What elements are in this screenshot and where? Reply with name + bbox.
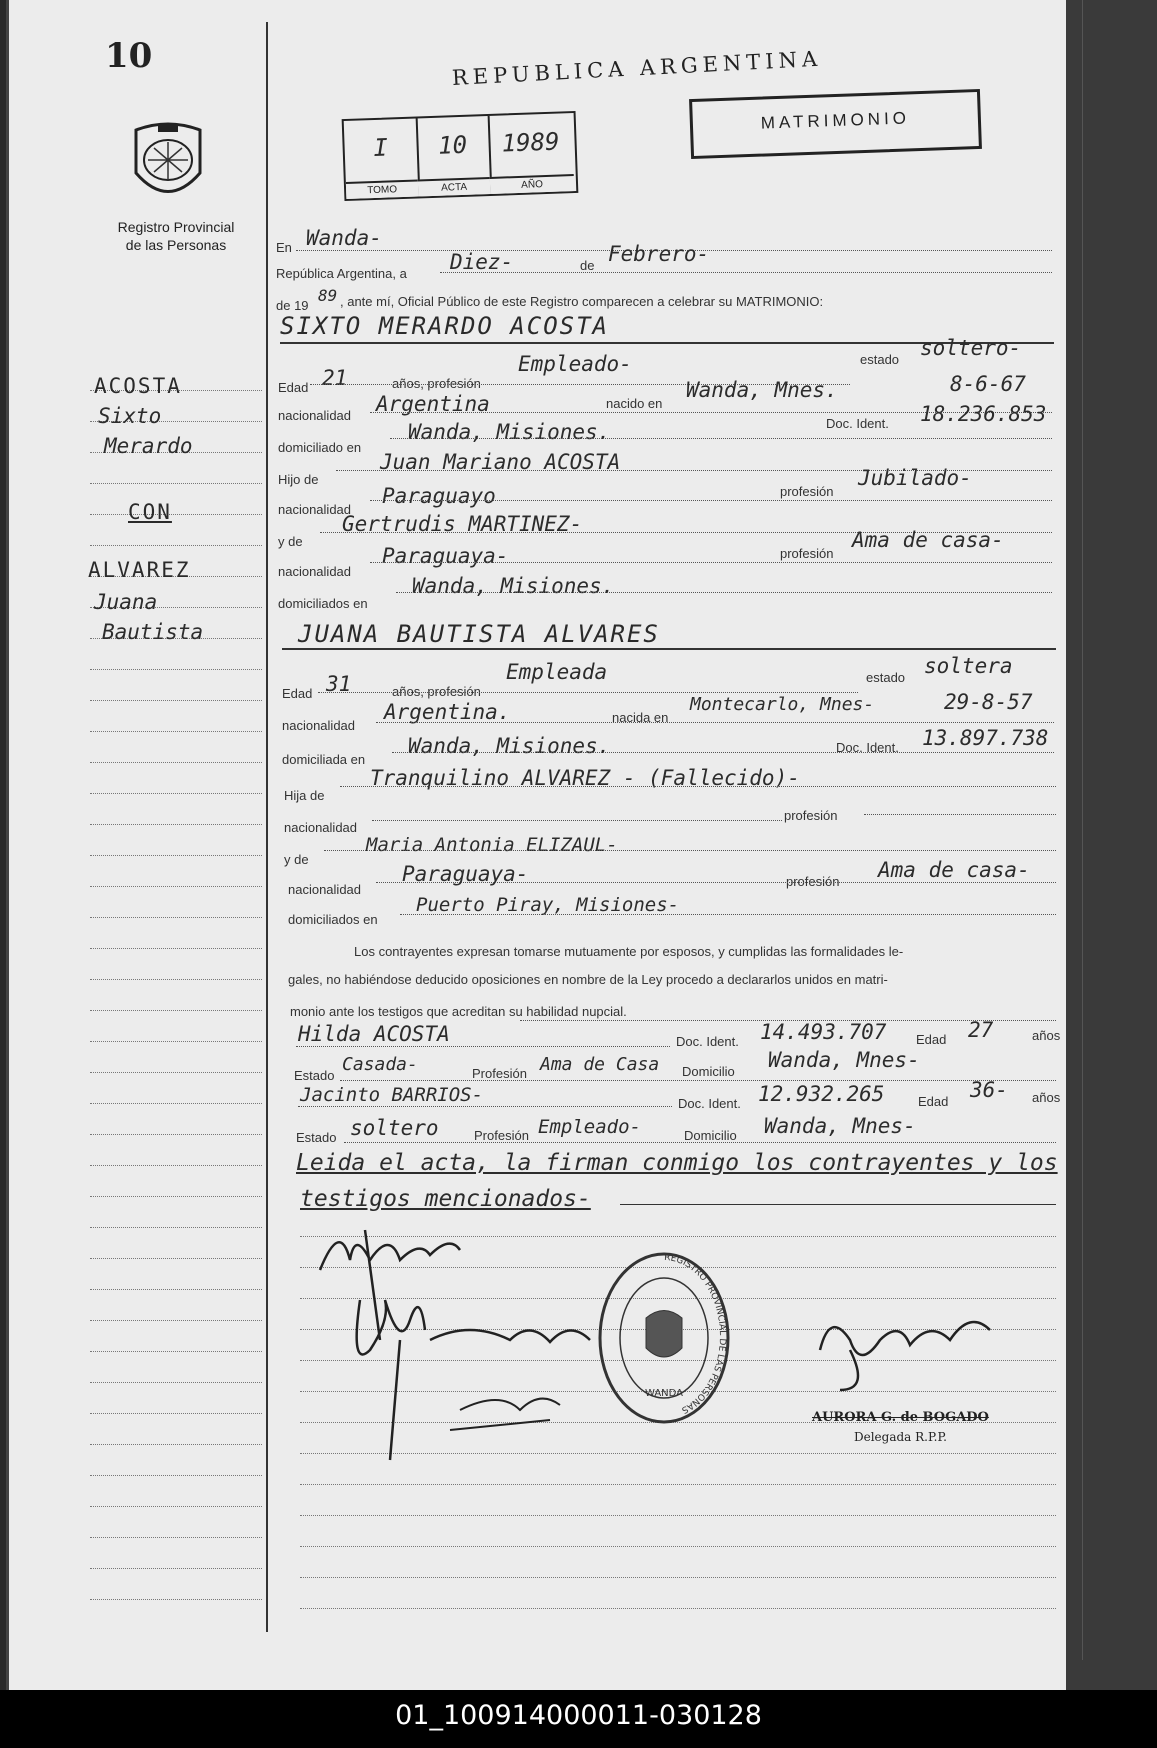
act-type-label: MATRIMONIO: [760, 108, 911, 133]
bride-father-label: Hija de: [284, 788, 325, 803]
bride-name: JUANA BAUTISTA ALVARES: [298, 620, 660, 648]
groom-birthplace: Wanda, Mnes.: [686, 378, 838, 402]
body-ruled-line: [300, 1515, 1056, 1516]
witness-2-doc: 12.932.265: [758, 1082, 885, 1106]
margin-ruled-line: [90, 700, 262, 701]
bride-parents-domicile: Puerto Piray, Misiones-: [416, 894, 680, 916]
witness-2-name-line: [298, 1106, 672, 1107]
witness-1-age: 27: [968, 1018, 994, 1042]
margin-ruled-line: [90, 1599, 262, 1600]
bride-father: Tranquilino ALVAREZ - (Fallecido)-: [370, 766, 800, 790]
witness-2-anos-label: años: [1032, 1090, 1061, 1105]
bride-mother-label: y de: [284, 852, 309, 867]
bride-status-label: estado: [866, 670, 906, 685]
margin-ruled-line: [90, 1320, 262, 1321]
witness-2-age-label: Edad: [918, 1094, 949, 1109]
groom-doc: 18.236.853: [920, 402, 1047, 426]
witness-1-domicile: Wanda, Mnes-: [768, 1048, 920, 1072]
ano-value: 1989: [501, 127, 560, 158]
groom-domicile: Wanda, Misiones.: [408, 420, 611, 444]
bride-name-rule: [282, 648, 1056, 650]
margin-ruled-line: [90, 1041, 262, 1042]
witness-1-status-label: Estado: [294, 1068, 335, 1083]
margin-ruled-line: [90, 1010, 262, 1011]
official-stamp-icon: [596, 1248, 732, 1428]
bride-mother-profession: Ama de casa-: [878, 858, 1030, 882]
margin-ruled-line: [90, 1196, 262, 1197]
groom-father-label: Hijo de: [278, 472, 319, 487]
groom-mother-profession-label: profesión: [780, 546, 834, 561]
groom-mother-profession: Ama de casa-: [852, 528, 1004, 552]
bride-status: soltera: [924, 654, 1013, 678]
margin-ruled-line: [90, 1506, 262, 1507]
witness-1-name-line: [296, 1046, 670, 1047]
bride-profession: Empleada: [506, 660, 608, 684]
margin-ruled-line: [90, 1568, 262, 1569]
witness-2-status: soltero: [350, 1116, 439, 1140]
bride-parents-domicile-label: domiciliados en: [288, 912, 378, 927]
margin-ruled-line: [90, 886, 262, 887]
margin-bride-given-1: Juana: [94, 590, 158, 614]
bride-age-label: Edad: [282, 686, 313, 701]
margin-connector: CON: [128, 500, 172, 524]
closing-note-line-2: testigos mencionados-: [300, 1186, 591, 1212]
year-suffix: 89: [318, 286, 338, 305]
margin-ruled-line: [90, 1134, 262, 1135]
margin-ruled-line: [90, 1227, 262, 1228]
bride-mother-nat-line: [376, 882, 1056, 883]
witness-1-status-line: [340, 1080, 1056, 1081]
margin-ruled-line: [90, 979, 262, 980]
margin-ruled-line: [90, 1413, 262, 1414]
groom-nationality: Argentina: [376, 392, 490, 416]
book-spine-edge: [1066, 0, 1157, 1690]
bride-father-profession-label: profesión: [784, 808, 838, 823]
acta-value: 10: [437, 130, 468, 160]
margin-groom-given-2: Merardo: [104, 434, 193, 458]
bride-domicile-line: [392, 752, 1054, 753]
bride-domicile: Wanda, Misiones.: [408, 734, 611, 758]
groom-father-nationality: Paraguayo: [382, 484, 496, 508]
bride-doc: 13.897.738: [922, 726, 1049, 750]
bride-birthdate: 29-8-57: [944, 690, 1033, 714]
margin-ruled-line: [90, 545, 262, 546]
ano-label: AÑO: [490, 174, 575, 194]
margin-groom-given-1: Sixto: [98, 404, 162, 428]
closing-note-line-1: Leida el acta, la firman conmigo los contrayentes y los: [296, 1150, 1058, 1176]
witness-2-name: Jacinto BARRIOS-: [300, 1084, 484, 1106]
margin-ruled-line: [90, 514, 262, 515]
year-prefix: de 19: [276, 298, 309, 313]
page-number: 10: [105, 36, 153, 76]
groom-mother-nationality-label: nacionalidad: [278, 564, 352, 579]
groom-parents-domicile-label: domiciliados en: [278, 596, 368, 611]
tomo-label: TOMO: [346, 179, 419, 199]
date-dotted-line: [440, 272, 1052, 273]
groom-father-profession: Jubilado-: [858, 466, 972, 490]
registry-seal-icon: [128, 118, 208, 208]
groom-domicile-label: domiciliado en: [278, 440, 362, 455]
witness-2-status-label: Estado: [296, 1130, 337, 1145]
act-type-box: [689, 89, 982, 159]
groom-status-label: estado: [860, 352, 900, 367]
intro-de-label: de: [580, 258, 595, 273]
bride-age: 31: [326, 672, 352, 696]
stamp-place-text: WANDA: [644, 1388, 684, 1399]
witness-2-doc-label: Doc. Ident.: [678, 1096, 741, 1111]
witness-2-domicile-label: Domicilio: [684, 1128, 737, 1143]
bride-birthplace: Montecarlo, Mnes-: [690, 694, 875, 715]
closing-rule: [620, 1204, 1056, 1205]
body-ruled-line: [300, 1608, 1056, 1609]
bride-nationality-label: nacionalidad: [282, 718, 356, 733]
margin-ruled-line: [90, 1072, 262, 1073]
witness-2-profession-label: Profesión: [474, 1128, 529, 1143]
registry-line-2: de las Personas: [125, 237, 227, 253]
witness-1-doc: 14.493.707: [760, 1020, 887, 1044]
witness-1-doc-label: Doc. Ident.: [676, 1034, 739, 1049]
groom-parents-domicile: Wanda, Misiones.: [412, 574, 615, 598]
intro-place: Wanda-: [306, 226, 382, 250]
witness-2-domicile: Wanda, Mnes-: [764, 1114, 916, 1138]
bride-mother: Maria Antonia ELIZAUL-: [366, 834, 618, 856]
registry-name: [96, 218, 256, 254]
bride-parents-domicile-line: [400, 914, 1056, 915]
registrar-name: AURORA G. de BOGADO: [812, 1410, 989, 1425]
groom-age: 21: [322, 366, 348, 390]
signature-registrar-icon: [810, 1300, 1010, 1400]
acta-cell: [416, 116, 493, 197]
margin-groom-surname: ACOSTA: [94, 374, 182, 398]
groom-father-nationality-label: nacionalidad: [278, 502, 352, 517]
groom-name: SIXTO MERARDO ACOSTA: [280, 312, 609, 340]
bride-mother-profession-label: profesión: [786, 874, 840, 889]
acta-label: ACTA: [418, 177, 491, 197]
tomo-value: I: [372, 133, 389, 163]
witness-2-status-line: [344, 1142, 1056, 1143]
margin-ruled-line: [90, 1537, 262, 1538]
registrar-title: Delegada R.P.P.: [854, 1430, 947, 1444]
file-identifier: 01_100914000011-030128: [395, 1700, 762, 1731]
bride-mother-nationality: Paraguaya-: [402, 862, 529, 886]
bride-father-line: [340, 786, 1056, 787]
margin-ruled-line: [90, 855, 262, 856]
margin-ruled-line: [90, 1258, 262, 1259]
margin-ruled-line: [90, 824, 262, 825]
groom-mother-label: y de: [278, 534, 303, 549]
bride-domicile-label: domiciliada en: [282, 752, 366, 767]
bride-birthplace-label: nacida en: [612, 710, 669, 725]
bride-mother-line: [324, 850, 1056, 851]
witness-2-age: 36-: [970, 1078, 1008, 1102]
declaration-line-2: gales, no habiéndose deducido oposiciones en nombre de la Ley procedo a declararlos unidos en matri-: [288, 972, 888, 987]
bride-age-line: [318, 692, 858, 693]
groom-mother: Gertrudis MARTINEZ-: [342, 512, 583, 536]
margin-ruled-line: [90, 793, 262, 794]
margin-column-rule: [266, 22, 268, 1632]
tomo-acta-box: [342, 111, 579, 201]
en-label: En: [276, 240, 292, 255]
margin-ruled-line: [90, 669, 262, 670]
tomo-cell: [344, 118, 421, 199]
bride-doc-label: Doc. Ident.: [836, 740, 899, 755]
margin-ruled-line: [90, 731, 262, 732]
margin-ruled-line: [90, 1444, 262, 1445]
margin-bride-surname: ALVAREZ: [88, 558, 191, 582]
bride-father-prof-line: [864, 814, 1056, 815]
republica-label: República Argentina, a: [276, 266, 407, 281]
witness-1-profession: Ama de Casa: [540, 1054, 660, 1075]
bride-father-nationality-label: nacionalidad: [284, 820, 358, 835]
bride-nationality: Argentina.: [384, 700, 511, 724]
groom-father-profession-label: profesión: [780, 484, 834, 499]
groom-birthdate: 8-6-67: [950, 372, 1026, 396]
margin-ruled-line: [90, 1475, 262, 1476]
stamp-ring-text: REGISTRO PROVINCIAL DE LAS PERSONAS: [663, 1252, 727, 1415]
margin-ruled-line: [90, 948, 262, 949]
signature-bride-icon: [350, 1280, 610, 1470]
ano-cell: [488, 113, 575, 194]
groom-age-label: Edad: [278, 380, 309, 395]
groom-profession-label: años, profesión: [392, 376, 481, 391]
margin-ruled-line: [90, 1382, 262, 1383]
groom-profession: Empleado-: [518, 352, 632, 376]
bride-nationality-line: [376, 722, 1054, 723]
margin-ruled-line: [90, 1351, 262, 1352]
body-ruled-line: [300, 1577, 1056, 1578]
right-column-rule: [1082, 0, 1083, 1660]
groom-mother-nat-line: [370, 562, 1052, 563]
witness-1-age-label: Edad: [916, 1032, 947, 1047]
bride-profession-label: años, profesión: [392, 684, 481, 699]
margin-ruled-line: [90, 483, 262, 484]
intro-month: Febrero-: [608, 242, 710, 266]
body-ruled-line: [300, 1546, 1056, 1547]
witness-1-name: Hilda ACOSTA: [298, 1022, 450, 1046]
margin-ruled-line: [90, 1165, 262, 1166]
margin-ruled-line: [90, 1289, 262, 1290]
groom-parents-domicile-line: [396, 592, 1052, 593]
groom-mother-nationality: Paraguaya-: [382, 544, 509, 568]
intro-text: , ante mí, Oficial Público de este Registro comparecen a celebrar su MATRIMONIO:: [340, 294, 824, 309]
groom-father: Juan Mariano ACOSTA: [380, 450, 621, 474]
country-heading: REPUBLICA ARGENTINA: [451, 46, 823, 90]
declaration-line-3: monio ante los testigos que acreditan su habilidad nupcial.: [290, 1004, 627, 1019]
groom-status: soltero-: [920, 336, 1022, 360]
witness-1-status: Casada-: [342, 1054, 418, 1075]
bride-father-nat-line: [372, 820, 782, 821]
body-ruled-line: [300, 1484, 1056, 1485]
witness-1-anos-label: años: [1032, 1028, 1061, 1043]
witness-2-profession: Empleado-: [538, 1116, 641, 1138]
bride-mother-nationality-label: nacionalidad: [288, 882, 362, 897]
groom-domicile-line: [390, 438, 1052, 439]
witness-1-profession-label: Profesión: [472, 1066, 527, 1081]
declaration-line-1: Los contrayentes expresan tomarse mutuamente por esposos, y cumplidas las formalidades le-: [354, 944, 904, 959]
groom-doc-label: Doc. Ident.: [826, 416, 889, 431]
margin-ruled-line: [90, 917, 262, 918]
groom-nationality-label: nacionalidad: [278, 408, 352, 423]
witness-1-domicile-label: Domicilio: [682, 1064, 735, 1079]
intro-day: Diez-: [450, 250, 514, 274]
margin-ruled-line: [90, 1103, 262, 1104]
margin-ruled-line: [90, 762, 262, 763]
registry-line-1: Registro Provincial: [117, 219, 235, 235]
groom-birthplace-label: nacido en: [606, 396, 663, 411]
margin-bride-given-2: Bautista: [102, 620, 204, 644]
groom-father-nat-line: [370, 500, 1052, 501]
